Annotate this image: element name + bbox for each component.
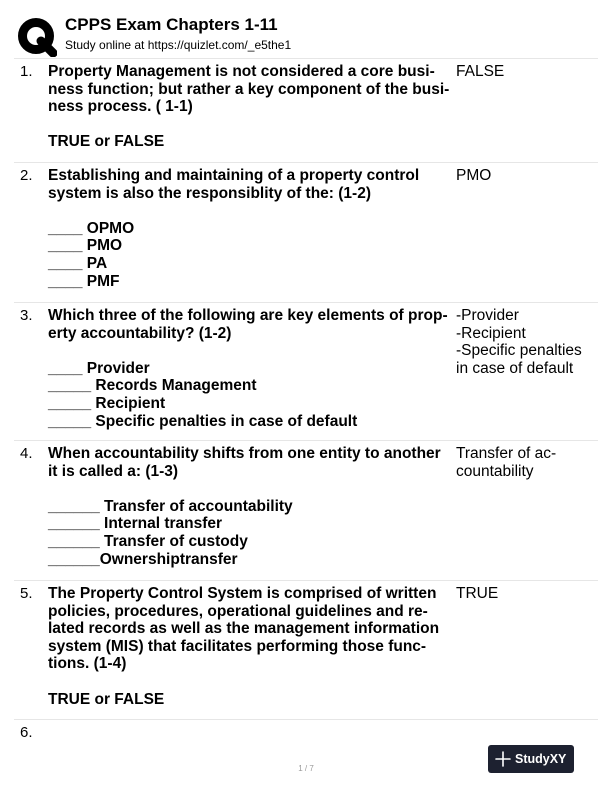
quizlet-logo-icon — [17, 17, 57, 57]
card-number: 2. — [20, 167, 33, 184]
card-number: 1. — [20, 63, 33, 80]
flashcard-3 — [14, 302, 598, 438]
card-question: Property Management is not considered a core busi- ness function; but rather a key component of the busi- ness process. ( 1-1) TRUE or FALSE — [48, 63, 450, 151]
card-number: 6. — [20, 724, 33, 741]
card-answer: TRUE — [456, 585, 499, 602]
flashcard-5 — [14, 580, 598, 717]
plus-icon — [495, 751, 511, 767]
card-question: When accountability shifts from one entity to another it is called a: (1-3) ______ Transfer of accountability ______ Internal transfer ______ Transfer of custody ______Ownershiptransfer — [48, 445, 441, 568]
card-number: 3. — [20, 307, 33, 324]
card-number: 4. — [20, 445, 33, 462]
card-question: Establishing and maintaining of a property control system is also the responsiblity of the: (1-2) ____ OPMO ____ PMO ____ PA ____ PMF — [48, 167, 420, 290]
card-answer: FALSE — [456, 63, 505, 80]
document-title: CPPS Exam Chapters 1-11 — [65, 15, 278, 34]
card-answer: Transfer of ac- countability — [456, 445, 557, 480]
document-header — [17, 15, 597, 57]
page-number: 1 / 7 — [298, 764, 314, 773]
card-answer: PMO — [456, 167, 492, 184]
card-question: Which three of the following are key elements of prop- erty accountability? (1-2) ____ Provider _____ Records Management _____ Recipient _____ Specific penalties in case of default — [48, 307, 448, 430]
flashcard-4 — [14, 440, 598, 578]
flashcard-2 — [14, 162, 598, 300]
card-answer: -Provider -Recipient -Specific penalties in case of default — [456, 307, 582, 377]
card-number: 5. — [20, 585, 33, 602]
card-question: The Property Control System is comprised of written policies, procedures, operational guidelines and re- lated records as well as the management information system (MIS) that facilitates performing those func- tions. (1-4) TRUE or FALSE — [48, 585, 440, 708]
studyxy-badge[interactable] — [488, 745, 574, 773]
flashcard-1 — [14, 58, 598, 160]
study-link[interactable]: Study online at https://quizlet.com/_e5the1 — [65, 38, 292, 52]
studyxy-badge-label: StudyXY — [515, 752, 567, 766]
